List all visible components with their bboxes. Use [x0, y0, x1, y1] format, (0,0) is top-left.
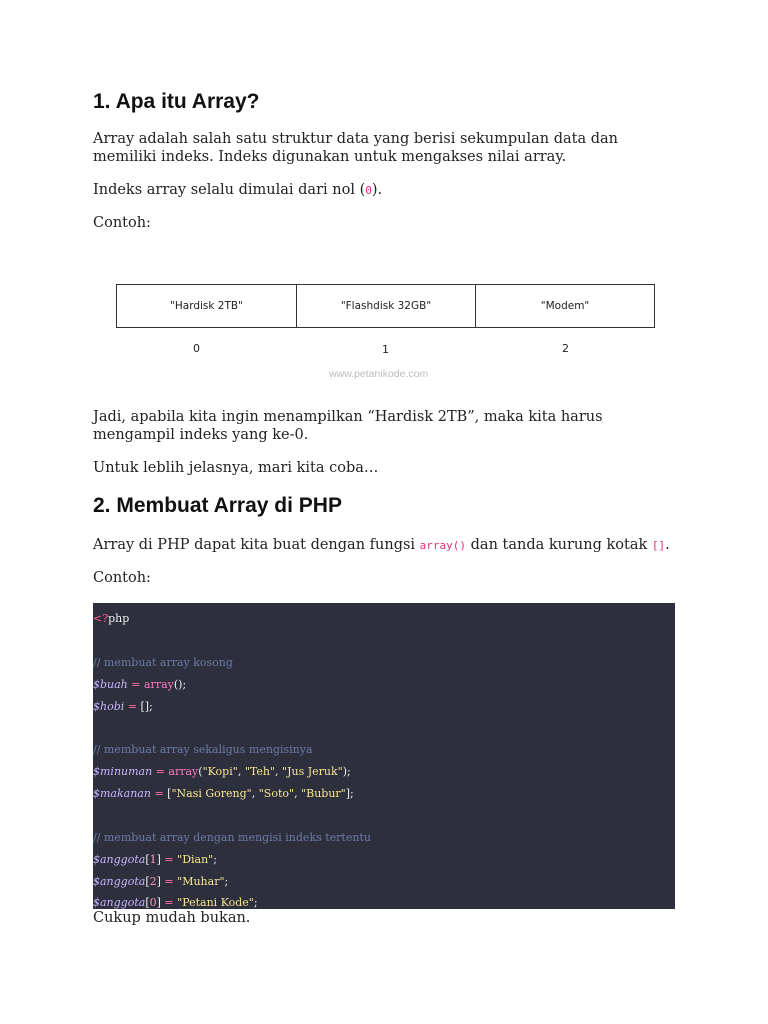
paragraph-array-definition: Array adalah salah satu struktur data yang berisi sekumpulan data dan memiliki indeks. Indeks digunakan untuk mengakses nilai array.	[93, 131, 619, 165]
code-token: php	[108, 612, 130, 625]
code-number: 1	[149, 853, 157, 866]
code-line: $anggota[0] = "Petani Kode";	[93, 896, 258, 909]
code-variable: $minuman	[93, 765, 153, 778]
code-number: 2	[149, 875, 157, 888]
paragraph-closing: Cukup mudah bukan.	[93, 910, 251, 926]
code-line	[93, 612, 129, 625]
code-string: "Petani Kode"	[177, 896, 254, 909]
label-contoh-2: Contoh:	[93, 570, 151, 586]
code-variable: $anggota	[93, 875, 146, 888]
code-line: $hobi = [];	[93, 700, 153, 713]
code-comment: // membuat array kosong	[93, 656, 233, 669]
code-line	[93, 831, 371, 844]
code-string: "Jus Jeruk"	[282, 765, 343, 778]
code-string: "Bubur"	[301, 787, 346, 800]
inline-code-zero: 0	[365, 184, 372, 197]
inline-code-brackets: []	[651, 539, 666, 552]
code-line: $anggota[2] = "Muhar";	[93, 875, 229, 888]
code-variable: $makanan	[93, 787, 151, 800]
code-number: 0	[149, 896, 157, 909]
watermark: www.petanikode.com	[329, 368, 429, 380]
label-contoh: Contoh:	[93, 215, 151, 231]
section-heading-array: 1. Apa itu Array?	[93, 90, 260, 113]
text-fragment: Array di PHP dapat kita buat dengan fungsi	[93, 537, 420, 553]
section-heading-php: 2. Membuat Array di PHP	[93, 494, 342, 517]
diagram-index: 0	[193, 342, 200, 355]
code-string: "Nasi Goreng"	[171, 787, 252, 800]
code-variable: $anggota	[93, 853, 146, 866]
code-token: <?	[93, 612, 109, 625]
text-fragment: Indeks array selalu dimulai dari nol (	[93, 182, 366, 198]
code-comment: // membuat array dengan mengisi indeks tertentu	[93, 831, 371, 844]
diagram-index: 1	[382, 343, 389, 356]
diagram-cell: "Modem"	[475, 284, 655, 328]
paragraph-index-zero	[93, 181, 683, 200]
code-string: "Soto"	[258, 787, 295, 800]
code-line	[93, 743, 313, 756]
text-fragment: ).	[371, 182, 383, 198]
paragraph-try: Untuk leblih jelasnya, mari kita coba…	[93, 460, 379, 476]
code-line: $makanan = ["Nasi Goreng", "Soto", "Bubur"];	[93, 787, 354, 800]
inline-code-array-fn: array()	[419, 539, 467, 552]
code-line: $anggota[1] = "Dian";	[93, 853, 217, 866]
code-variable: $buah	[93, 678, 128, 691]
code-variable: $anggota	[93, 896, 146, 909]
code-comment: // membuat array sekaligus mengisinya	[93, 743, 313, 756]
diagram-index: 2	[562, 342, 569, 355]
code-variable: $hobi	[93, 700, 125, 713]
code-string: "Teh"	[244, 765, 276, 778]
diagram-cell: "Flashdisk 32GB"	[296, 284, 476, 328]
text-fragment: .	[665, 537, 670, 553]
code-line: $buah = array();	[93, 678, 187, 691]
paragraph-explanation: Jadi, apabila kita ingin menampilkan “Hardisk 2TB”, maka kita harus mengampil indeks yang ke-0.	[93, 409, 603, 443]
text-fragment: dan tanda kurung kotak	[466, 537, 652, 553]
code-string: "Dian"	[177, 853, 214, 866]
code-line: $minuman = array("Kopi", "Teh", "Jus Jeruk");	[93, 765, 351, 778]
code-string: "Kopi"	[202, 765, 238, 778]
diagram-cell: "Hardisk 2TB"	[116, 284, 297, 328]
code-string: "Muhar"	[177, 875, 225, 888]
paragraph-php-array	[93, 536, 683, 555]
code-line	[93, 656, 233, 669]
code-block	[93, 603, 675, 909]
